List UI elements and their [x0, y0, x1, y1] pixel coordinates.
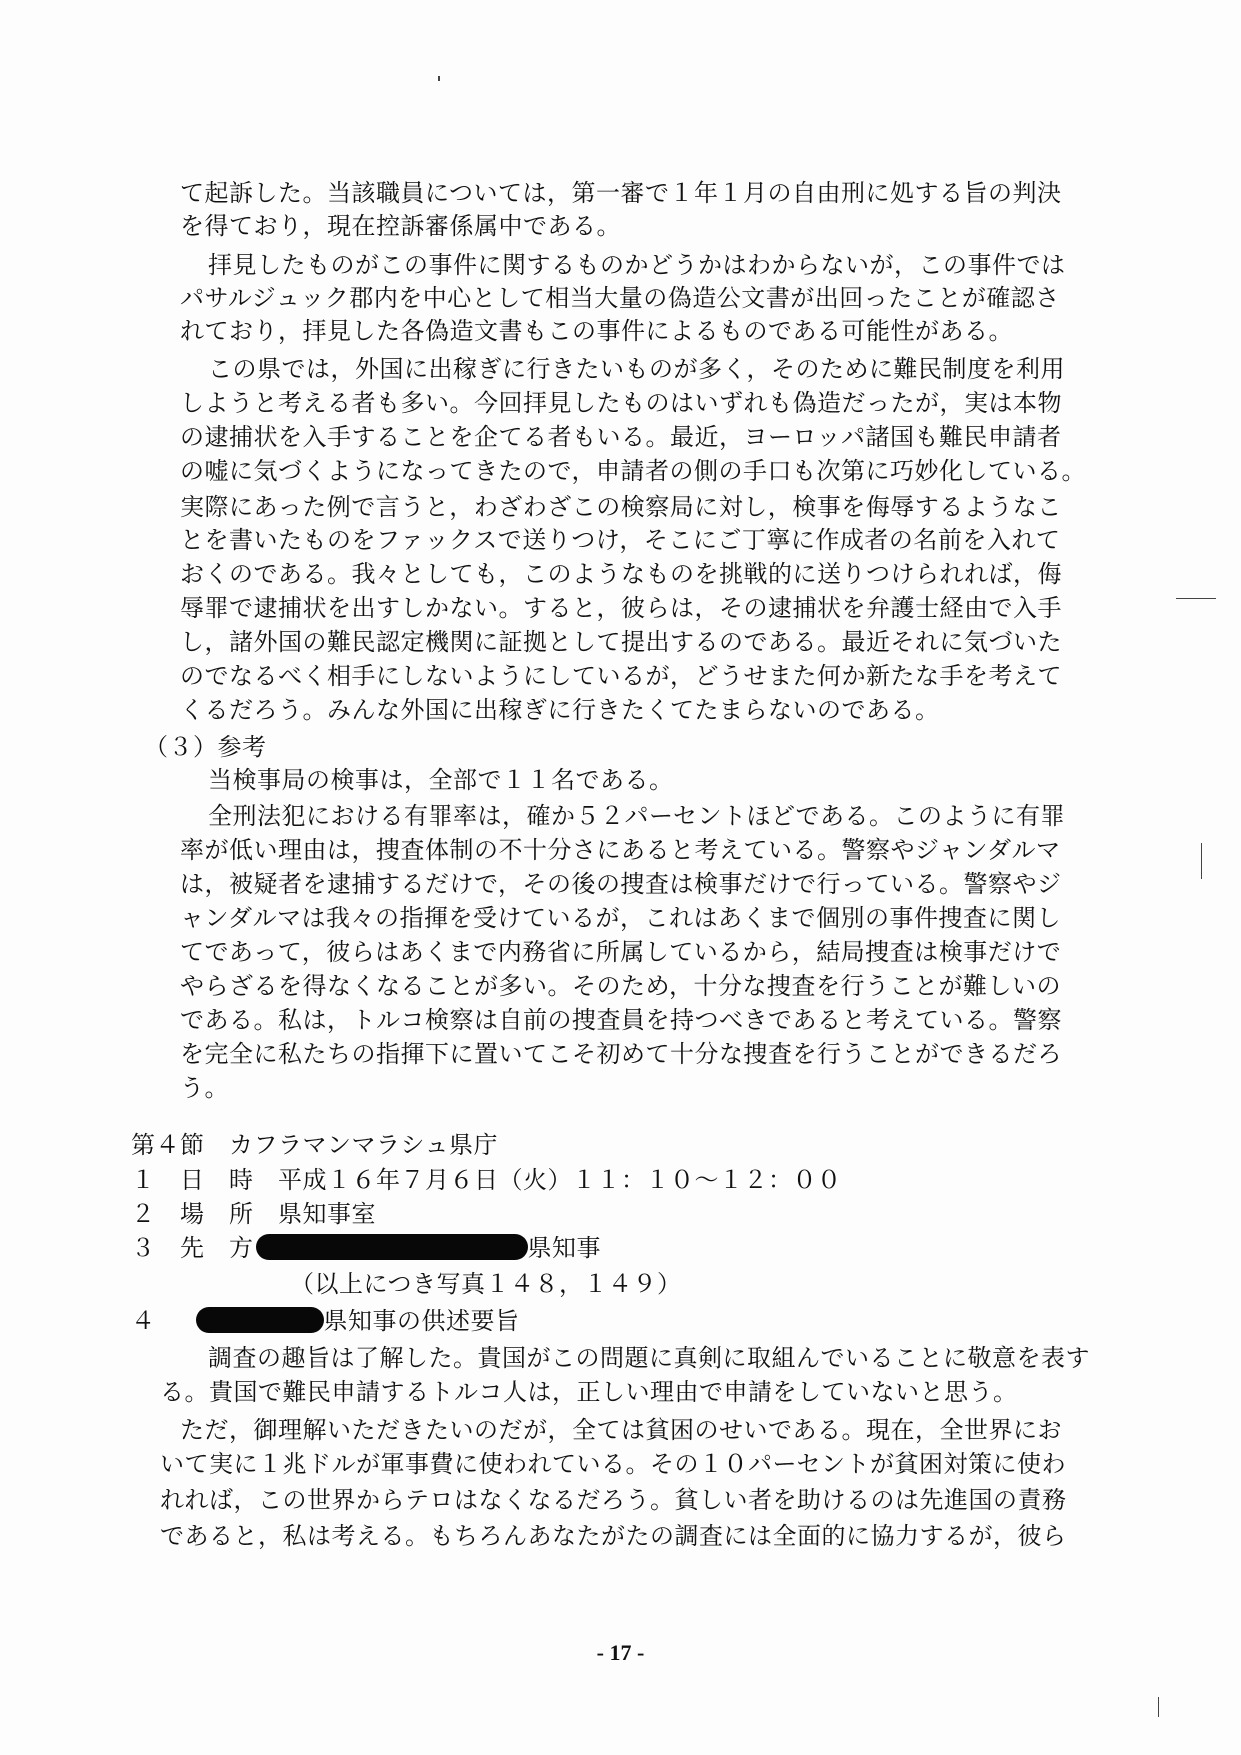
paragraph-line: し，諸外国の難民認定機関に証拠として提出するのである。最近それに気づいた: [180, 628, 1062, 656]
paragraph-line: とを書いたものをファックスで送りつけ，そこにご丁寧に作成者の名前を入れて: [180, 526, 1061, 554]
paragraph-line: おくのである。我々としても，このようなものを挑戦的に送りつけられれば，侮: [180, 560, 1062, 588]
paragraph-line: であると，私は考える。もちろんあなたがたの調査には全面的に協力するが，彼ら: [160, 1522, 1067, 1550]
statement-heading: [131, 1304, 1011, 1338]
paragraph-line: れており，拝見した各偽造文書もこの事件によるものである可能性がある。: [180, 317, 1013, 345]
counterpart-title: 県知事: [527, 1234, 601, 1262]
photo-reference: （以上につき写真１４８，１４９）: [290, 1270, 682, 1298]
paragraph-line: である。私は，トルコ検察は自前の捜査員を持つべきであると考えている。警察: [180, 1006, 1062, 1034]
paragraph-line: 調査の趣旨は了解した。貴国がこの問題に真剣に取組んでいることに敬意を表す: [208, 1344, 1090, 1372]
meeting-place: ２ 場 所 県知事室: [131, 1200, 376, 1228]
paragraph-line: 辱罪で逮捕状を出すしかない。すると，彼らは，その逮捕状を弁護士経由で入手: [180, 594, 1062, 622]
paragraph-line: の嘘に気づくようになってきたので，申請者の側の手口も次第に巧妙化している。: [180, 457, 1087, 485]
page-number: - 17 -: [596, 1640, 645, 1665]
paragraph-line: いて実に１兆ドルが軍事費に使われている。その１０パーセントが貧困対策に使わ: [160, 1450, 1067, 1478]
subsection-heading: （３）参考: [144, 733, 267, 761]
scan-line: [1158, 1697, 1159, 1717]
paragraph-line: ャンダルマは我々の指揮を受けているが，これはあくまで個別の事件捜査に関し: [180, 904, 1062, 932]
paragraph-line: の逮捕状を入手することを企てる者もいる。最近，ヨーロッパ諸国も難民申請者: [180, 423, 1062, 451]
paragraph-line: は，被疑者を逮捕するだけで，その後の捜査は検事だけで行っている。警察やジ: [180, 870, 1062, 898]
paragraph-line: を得ており，現在控訴審係属中である。: [180, 212, 621, 240]
paragraph-line: て起訴した。当該職員については，第一審で１年１月の自由刑に処する旨の判決: [180, 179, 1062, 207]
paragraph-line: この県では，外国に出稼ぎに行きたいものが多く，そのために難民制度を利用: [208, 355, 1066, 383]
paragraph-line: パサルジュック郡内を中心として相当大量の偽造公文書が出回ったことが確認さ: [180, 284, 1060, 312]
paragraph-line: やらざるを得なくなることが多い。そのため，十分な捜査を行うことが難しいの: [180, 972, 1062, 1000]
paragraph-line: う。: [180, 1074, 229, 1102]
meeting-counterpart: [131, 1231, 1011, 1265]
paragraph-line: 拝見したものがこの事件に関するものかどうかはわからないが，この事件では: [208, 251, 1066, 279]
paragraph-line: 当検事局の検事は，全部で１１名である。: [208, 766, 674, 794]
paragraph-line: 全刑法犯における有罪率は，確か５２パーセントほどである。このように有罪: [208, 802, 1066, 830]
paragraph-line: しようと考える者も多い。今回拝見したものはいずれも偽造だったが，実は本物: [180, 389, 1062, 417]
scan-speck: [438, 76, 440, 81]
paragraph-line: 率が低い理由は，捜査体制の不十分さにあると考えている。警察やジャンダルマ: [180, 836, 1061, 864]
section-heading: 第４節 カフラマンマラシュ県庁: [131, 1131, 499, 1159]
scan-line: [1176, 598, 1216, 599]
paragraph-line: 実際にあった例で言うと，わざわざこの検察局に対し，検事を侮辱するようなこ: [180, 493, 1062, 521]
paragraph-line: のでなるべく相手にしないようにしているが，どうせまた何か新たな手を考えて: [180, 662, 1062, 690]
item-number: ４: [131, 1307, 156, 1335]
paragraph-line: ただ，御理解いただきたいのだが，全ては貧困のせいである。現在，全世界にお: [180, 1416, 1062, 1444]
paragraph-line: を完全に私たちの指揮下に置いてこそ初めて十分な捜査を行うことができるだろ: [180, 1040, 1062, 1068]
redaction-bar: [196, 1307, 324, 1333]
counterpart-label: ３ 先 方: [131, 1234, 254, 1262]
statement-title: 県知事の供述要旨: [323, 1307, 520, 1335]
paragraph-line: てであって，彼らはあくまで内務省に所属しているから，結局捜査は検事だけで: [180, 938, 1062, 966]
scan-line: [1201, 843, 1202, 879]
paragraph-line: れれば，この世界からテロはなくなるだろう。貧しい者を助けるのは先進国の責務: [160, 1486, 1067, 1514]
paragraph-line: くるだろう。みんな外国に出稼ぎに行きたくてたまらないのである。: [180, 696, 940, 724]
redaction-bar: [256, 1234, 528, 1260]
meeting-datetime: １ 日 時 平成１６年７月６日（火）１１：１０～１２：００: [131, 1166, 842, 1194]
paragraph-line: る。貴国で難民申請するトルコ人は，正しい理由で申請をしていないと思う。: [160, 1378, 1018, 1406]
